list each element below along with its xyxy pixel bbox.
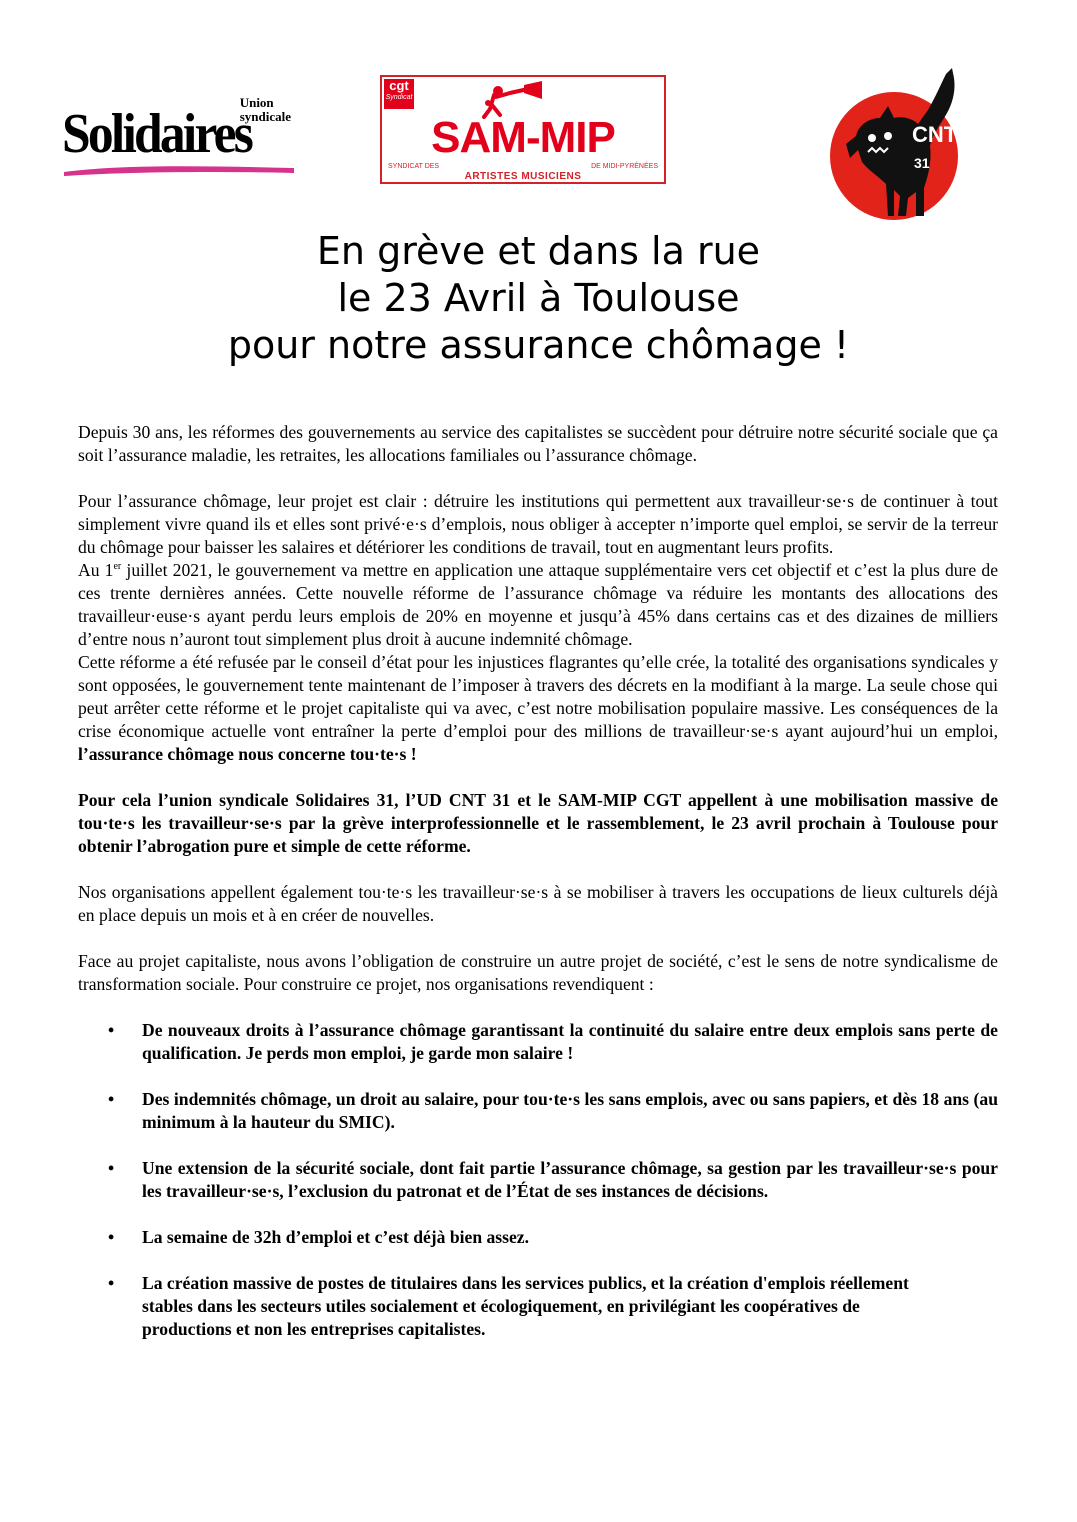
solidaires-union-line: Union [239,95,274,110]
paragraph-july-reform [78,559,998,651]
paragraph-refusal [78,651,998,766]
solidaires-logo [62,92,297,182]
solidaires-wordmark: Solidaires [62,103,252,165]
demand-text: De nouveaux droits à l’assurance chômage garantissant la continuité du salaire entre deux emplois sans perte de qualification. Je perds mon emploi, je garde mon salaire ! [142,1020,998,1063]
bullet-icon: • [108,1273,115,1293]
page-title [0,228,1077,369]
sammip-logo [380,75,666,184]
solidaires-syndicale-line: syndicale [239,109,291,124]
solidaires-swoosh-icon [62,162,297,178]
paragraph-call-to-action: Pour cela l’union syndicale Solidaires 31, l’UD CNT 31 et le SAM-MIP CGT appellent à une mobilisation massive de tou·te·s les travailleur·se·s par la grève interprofessionnelle et le rassemblement, le 23 avril prochain à Toulouse pour obtenir l’abrogation pure et simple de cette réforme. [78,790,998,856]
list-item [78,1272,998,1341]
paragraph-occupations: Nos organisations appellent également tou·te·s les travailleur·se·s à se mobiliser à travers les occupations de lieux culturels déjà en place depuis un mois et à en créer de nouvelles. [78,882,998,925]
cnt-black-cat-logo-icon [828,66,968,222]
refusal-text: Cette réforme a été refusée par le conseil d’état pour les injustices flagrantes qu’elle crée, la totalité des organisations syndicales y sont opposées, le gouvernement tente maintenant de l’imposer à travers des décrets en la modifiant à la marge. La seule chose qui peut arrêter cette réforme et le projet capitaliste qui va avec, c’est notre mobilisation populaire massive. Les conséquences de la crise économique actuelle vont entraîner la perte d’emploi pour des millions de travailleur·se·s ayant aujourd’hui un emploi, [78,652,998,741]
list-item [78,1088,998,1134]
bullet-icon: • [108,1158,115,1178]
july-reform-text-b: juillet 2021, le gouvernement va mettre en application une attaque supplémentaire vers cet objectif et c’est la plus dure de ces trente dernières années. Cette nouvelle réforme de l’assurance chômage va réduire les montants des allocations des travailleur·euse·s ayant perdu leurs emplois de 20% en moyenne et jusqu’à 45% dans certains cas et des dizaines de milliers d’entre nous n’auront tout simplement plus droit à aucune indemnité chômage. [78,560,998,649]
bullet-icon: • [108,1020,115,1040]
bullet-icon: • [108,1227,115,1247]
title-line-1: En grève et dans la rue [316,229,761,273]
july-reform-text-a: Au 1 [78,560,114,580]
sammip-sub-center: ARTISTES MUSICIENS [464,171,582,182]
cnt-number: 31 [914,155,930,171]
list-item [78,1019,998,1065]
list-item [78,1226,998,1249]
demands-list [78,1019,998,1341]
sammip-sub-left: SYNDICAT DES [388,163,440,170]
demand-text: Une extension de la sécurité sociale, dont fait partie l’assurance chômage, sa gestion par les travailleur·se·s pour les travailleur·se·s, l’exclusion du patronat et de l’État de ses instances de décisions. [142,1158,998,1201]
sammip-title: SAM-MIP [431,113,615,162]
paragraph-demands-intro: Face au projet capitaliste, nous avons l’obligation de construire un autre projet de société, c’est le sens de notre syndicalisme de transformation sociale. Pour construire ce projet, nos organisations revendiquent : [78,951,998,994]
cgt-label: cgt [389,78,409,93]
superscript-er: er [113,561,122,573]
demand-text: La création massive de postes de titulaires dans les services publics, et la création d'emplois réellement stables dans les secteurs utiles socialement et écologiquement, en privilégiant les coopératives de productions et non les entreprises capitalistes. [142,1273,909,1339]
cgt-sub-label: Syndicat [385,94,413,101]
title-line-2: le 23 Avril à Toulouse [337,276,740,320]
refusal-bold-text: l’assurance chômage nous concerne tou·te·s ! [78,744,417,764]
document-body [78,421,998,1364]
cnt-letters: CNT [912,122,958,147]
bullet-icon: • [108,1089,115,1109]
paragraph-intro: Depuis 30 ans, les réformes des gouvernements au service des capitalistes se succèdent pour détruire notre sécurité sociale que ça soit l’assurance maladie, les retraites, les allocations familiales ou l’assurance chômage. [78,422,998,465]
demand-text: Des indemnités chômage, un droit au salaire, pour tou·te·s les sans emplois, avec ou sans papiers, et dès 18 ans (au minimum à la hauteur du SMIC). [142,1089,998,1132]
title-line-3: pour notre assurance chômage ! [227,323,850,367]
demand-text: La semaine de 32h d’emploi et c’est déjà bien assez. [142,1227,530,1247]
paragraph-project: Pour l’assurance chômage, leur projet est clair : détruire les institutions qui permettent aux travailleur·se·s de continuer à tout simplement vivre quand ils et elles sont privé·e·s d’emplois, nous obliger à accepter n’importe quel emploi, se servir de la terreur du chômage pour baisser les salaires et détériorer les conditions de travail, tout en augmentant leurs profits. [78,491,998,557]
sammip-sub-right: DE MIDI-PYRÉNÉES [591,163,658,170]
cgt-badge [384,79,414,109]
list-item [78,1157,998,1203]
logo-bar [0,0,1077,230]
